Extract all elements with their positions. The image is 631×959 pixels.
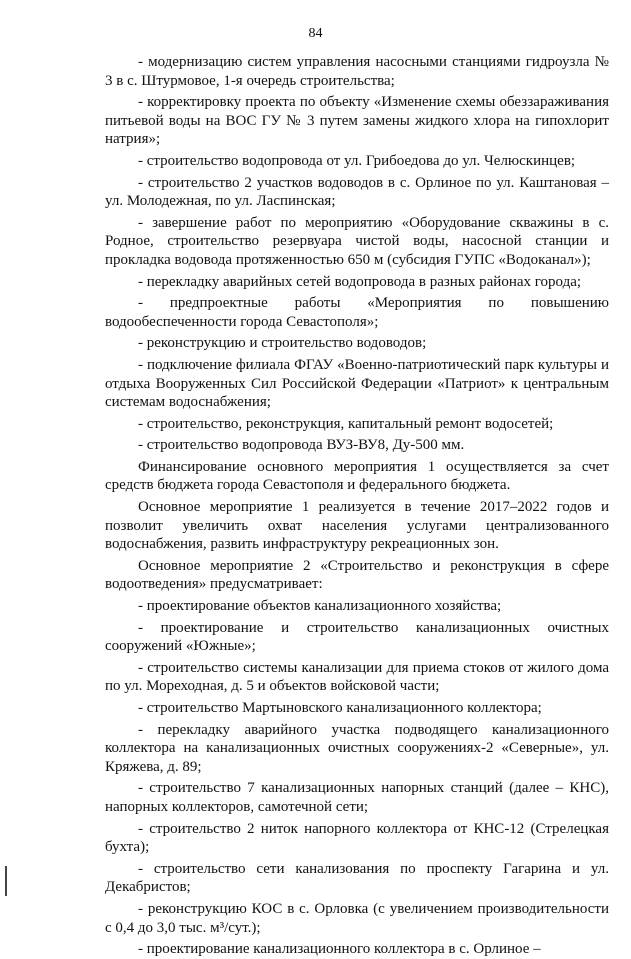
paragraph: - модернизацию систем управления насосными станциями гидроузла № 3 в с. Штурмовое, 1-я очередь строительства; (105, 54, 609, 89)
paragraph: - строительство системы канализации для приема стоков от жилого дома по ул. Мореходная, д. 5 и объектов войсковой части; (105, 659, 609, 695)
paragraph: Основное мероприятие 1 реализуется в течение 2017–2022 годов и позволит увеличить охват населения услугами централизованного водоснабжения, развить инфраструктуру рекреационных зон. (105, 499, 609, 553)
paragraph: - строительство 2 участков водоводов в с. Орлиное по ул. Каштановая – ул. Молодежная, по ул. Ласпинская; (105, 174, 609, 210)
paragraph: - перекладку аварийного участка подводящего канализационного коллектора на канализационных очистных сооружениях-2 «Северные», ул. Кряжева, д. 89; (105, 721, 609, 775)
paragraph: - строительство водопровода от ул. Грибоедова до ул. Челюскинцев; (138, 152, 576, 169)
scan-edge-mark (5, 866, 7, 896)
paragraph: - перекладку аварийных сетей водопровода в разных районах города; (138, 273, 582, 290)
paragraph: - корректировку проекта по объекту «Изменение схемы обеззараживания питьевой воды на ВОС ГУ № 3 путем замены жидкого хлора на гипохлорит натрия»; (105, 94, 609, 148)
paragraph: - реконструкцию и строительство водоводов; (138, 335, 427, 352)
paragraph: - подключение филиала ФГАУ «Военно-патриотический парк культуры и отдыха Вооруженных Сил Российской Федерации «Патриот» к центральным системам водоснабжения; (105, 356, 609, 411)
paragraph: - проектирование объектов канализационного хозяйства; (138, 598, 502, 615)
paragraph: - предпроектные работы «Мероприятия по повышению водообеспеченности города Севастополя»; (105, 295, 609, 330)
paragraph: - строительство 7 канализационных напорных станций (далее – КНС), напорных коллекторов, самотечной сети; (105, 780, 609, 815)
paragraph: - строительство сети канализования по проспекту Гагарина и ул. Декабристов; (105, 860, 609, 896)
paragraph: Основное мероприятие 2 «Строительство и реконструкция в сфере водоотведения» предусматривает: (105, 557, 609, 593)
paragraph: - проектирование и строительство канализационных очистных сооружений «Южные»; (105, 619, 609, 655)
paragraph: - проектирование канализационного коллектора в с. Орлиное – (138, 941, 541, 958)
paragraph: - реконструкцию КОС в с. Орловка (с увеличением производительности с 0,4 до 3,0 тыс. м³/сут.); (105, 900, 609, 936)
paragraph: - строительство, реконструкция, капитальный ремонт водосетей; (138, 415, 554, 432)
paragraph: - строительство Мартыновского канализационного коллектора; (138, 700, 542, 716)
paragraph: - строительство 2 ниток напорного коллектора от КНС-12 (Стрелецкая бухта); (105, 820, 609, 856)
paragraph: Финансирование основного мероприятия 1 осуществляется за счет средств бюджета города Севастополя и федерального бюджета. (105, 458, 609, 494)
page-number: 84 (308, 26, 323, 41)
paragraph: - строительство водопровода ВУЗ-ВУ8, Ду-500 мм. (138, 437, 465, 454)
body-text (105, 53, 609, 959)
paragraph: - завершение работ по мероприятию «Оборудование скважины в с. Родное, строительство резервуара чистой воды, насосной станции и прокладка водовода протяженностью 650 м (субсидия ГУПС «Водоканал»); (105, 214, 609, 268)
